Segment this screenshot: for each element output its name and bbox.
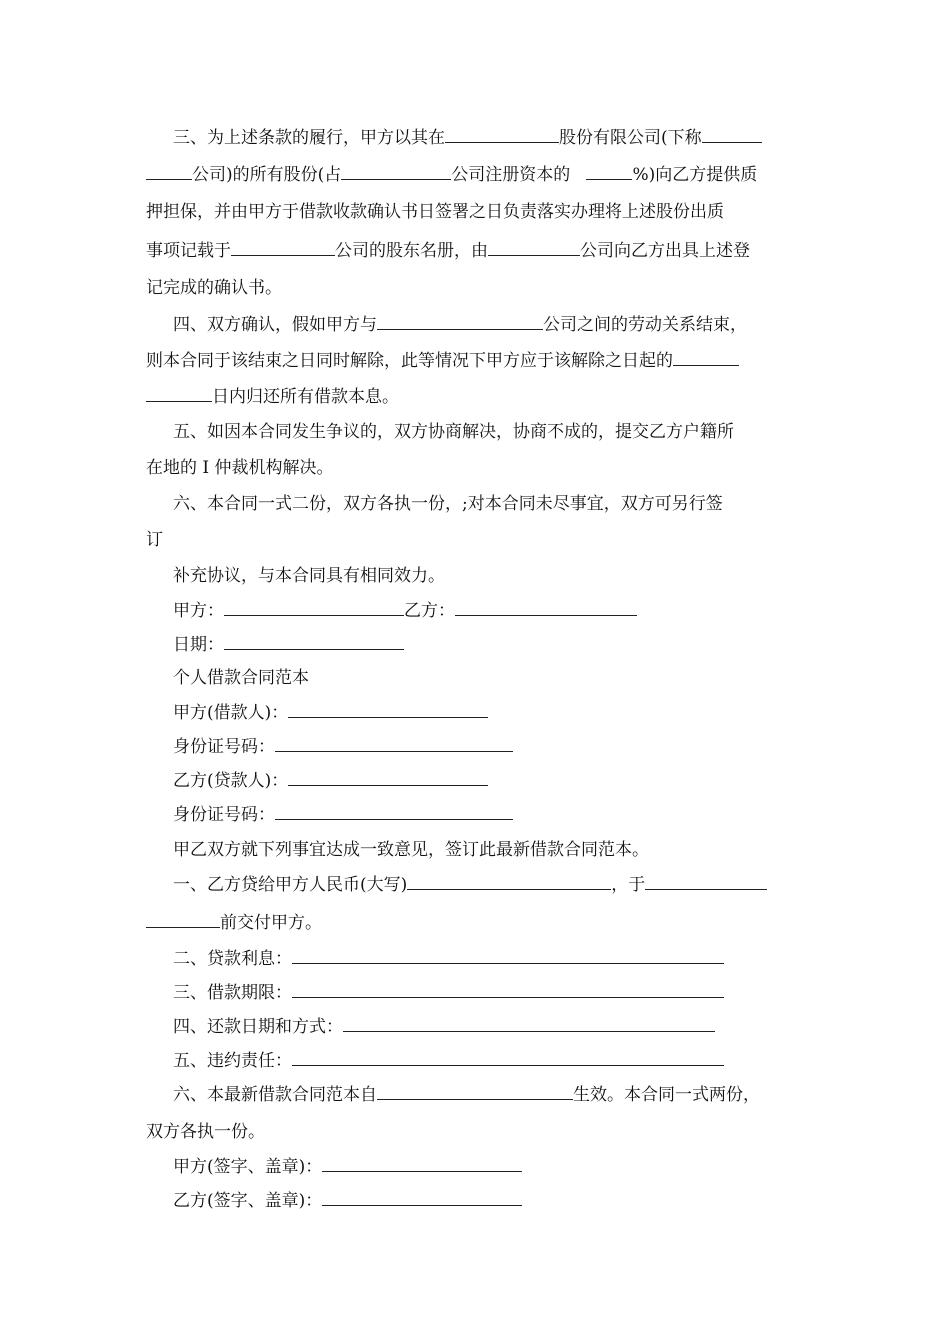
- signature-blank-b[interactable]: [455, 600, 637, 616]
- text: 乙方(签字、盖章)：: [173, 1191, 323, 1211]
- text: 公司的股东名册，由: [335, 241, 488, 261]
- clause-6-line-3: 补充协议，与本合同具有相同效力。: [173, 566, 445, 586]
- item-6-line-1: [173, 1084, 760, 1105]
- text: 四、双方确认，假如甲方与: [173, 315, 377, 335]
- text: 日内归还所有借款本息。: [212, 387, 399, 407]
- lender-blank[interactable]: [288, 770, 488, 786]
- text: 事项记载于: [146, 241, 231, 261]
- item-1-line-2: [146, 912, 322, 933]
- item-6-line-2: 双方各执一份。: [146, 1122, 265, 1142]
- clause-4-line-2: [146, 350, 739, 371]
- text: 甲方(签字、盖章)：: [173, 1157, 323, 1177]
- item-5: [173, 1050, 724, 1071]
- blank-line: [146, 386, 212, 402]
- blank-line: [445, 127, 559, 143]
- clause-4-line-1: [173, 314, 747, 335]
- blank-line: [146, 164, 192, 180]
- clause-4-line-3: [146, 386, 399, 407]
- clause-3-line-1: [173, 127, 762, 148]
- text: 公司向乙方出具上述登: [580, 241, 750, 261]
- effective-date-blank[interactable]: [377, 1084, 573, 1100]
- lender-id-row: [173, 804, 513, 825]
- text: 身份证号码：: [173, 737, 275, 757]
- lender-row: [173, 770, 488, 791]
- item-2: [173, 948, 724, 969]
- text: 二、贷款利息：: [173, 949, 292, 969]
- interest-blank[interactable]: [292, 948, 724, 964]
- blank-line: [231, 240, 335, 256]
- item-3: [173, 982, 724, 1003]
- borrower-row: [173, 702, 488, 723]
- clause-3-line-5: 记完成的确认书。: [146, 278, 282, 298]
- sign-b-blank[interactable]: [322, 1190, 522, 1206]
- text: 五、违约责任：: [173, 1051, 292, 1071]
- blank-line[interactable]: [146, 912, 220, 928]
- text: 前交付甲方。: [220, 913, 322, 933]
- sign-a-row: [173, 1156, 522, 1177]
- text: 四、还款日期和方式：: [173, 1017, 343, 1037]
- text: 一、乙方贷给甲方人民币(大写): [173, 875, 408, 895]
- signature-blank-a[interactable]: [224, 600, 404, 616]
- blank-line: [377, 314, 543, 330]
- blank-line: [702, 127, 762, 143]
- sign-b-row: [173, 1190, 522, 1211]
- item-1-line-1: [173, 874, 767, 895]
- sign-a-blank[interactable]: [322, 1156, 522, 1172]
- text: 股份有限公司(下称: [559, 128, 702, 148]
- repayment-blank[interactable]: [343, 1016, 715, 1032]
- text: 乙方(贷款人)：: [173, 771, 289, 791]
- clause-5-line-1: 五、如因本合同发生争议的，双方协商解决，协商不成的，提交乙方户籍所: [173, 422, 734, 442]
- text: 生效。本合同一式两份，: [573, 1085, 760, 1105]
- clause-6-line-1: 六、本合同一式二份，双方各执一份，;对本合同未尽事宜，双方可另行签: [173, 494, 723, 514]
- text: 身份证号码：: [173, 805, 275, 825]
- date-blank[interactable]: [645, 874, 767, 890]
- lender-id-blank[interactable]: [275, 804, 513, 820]
- blank-line: [488, 240, 580, 256]
- clause-3-line-3: 押担保，并由甲方于借款收款确认书日签署之日负责落实办理将上述股份出质: [146, 202, 724, 222]
- clause-5-line-2: 在地的 I 仲裁机构解决。: [146, 458, 334, 478]
- item-4: [173, 1016, 715, 1037]
- borrower-id-blank[interactable]: [275, 736, 513, 752]
- blank-line: [673, 350, 739, 366]
- intro-line: 甲乙双方就下列事宜达成一致意见，签订此最新借款合同范本。: [173, 840, 649, 860]
- text: ，于: [611, 875, 646, 895]
- text: 甲方：: [173, 601, 224, 621]
- clause-6-line-2: 订: [146, 530, 163, 550]
- text: 甲方(借款人)：: [173, 703, 289, 723]
- term-blank[interactable]: [292, 982, 724, 998]
- text: %)向乙方提供质: [632, 165, 758, 185]
- text: 乙方：: [404, 601, 455, 621]
- text: 则本合同于该结束之日同时解除，此等情况下甲方应于该解除之日起的: [146, 351, 673, 371]
- clause-3-line-2: [146, 164, 757, 185]
- text: 公司)的所有股份(占: [192, 165, 342, 185]
- text: 三、借款期限：: [173, 983, 292, 1003]
- blank-line: [341, 164, 451, 180]
- text: 公司之间的劳动关系结束，: [543, 315, 747, 335]
- date-blank[interactable]: [224, 634, 404, 650]
- borrower-blank[interactable]: [288, 702, 488, 718]
- liability-blank[interactable]: [292, 1050, 724, 1066]
- text: 三、为上述条款的履行，甲方以其在: [173, 128, 445, 148]
- contract-title: 个人借款合同范本: [173, 668, 309, 688]
- borrower-id-row: [173, 736, 513, 757]
- clause-3-line-4: [146, 240, 750, 261]
- amount-blank[interactable]: [407, 874, 611, 890]
- text: 公司注册资本的: [451, 165, 571, 185]
- text: 六、本最新借款合同范本自: [173, 1085, 377, 1105]
- signature-row: [173, 600, 637, 621]
- text: 日期：: [173, 635, 224, 655]
- date-row: [173, 634, 404, 655]
- blank-line: [586, 164, 632, 180]
